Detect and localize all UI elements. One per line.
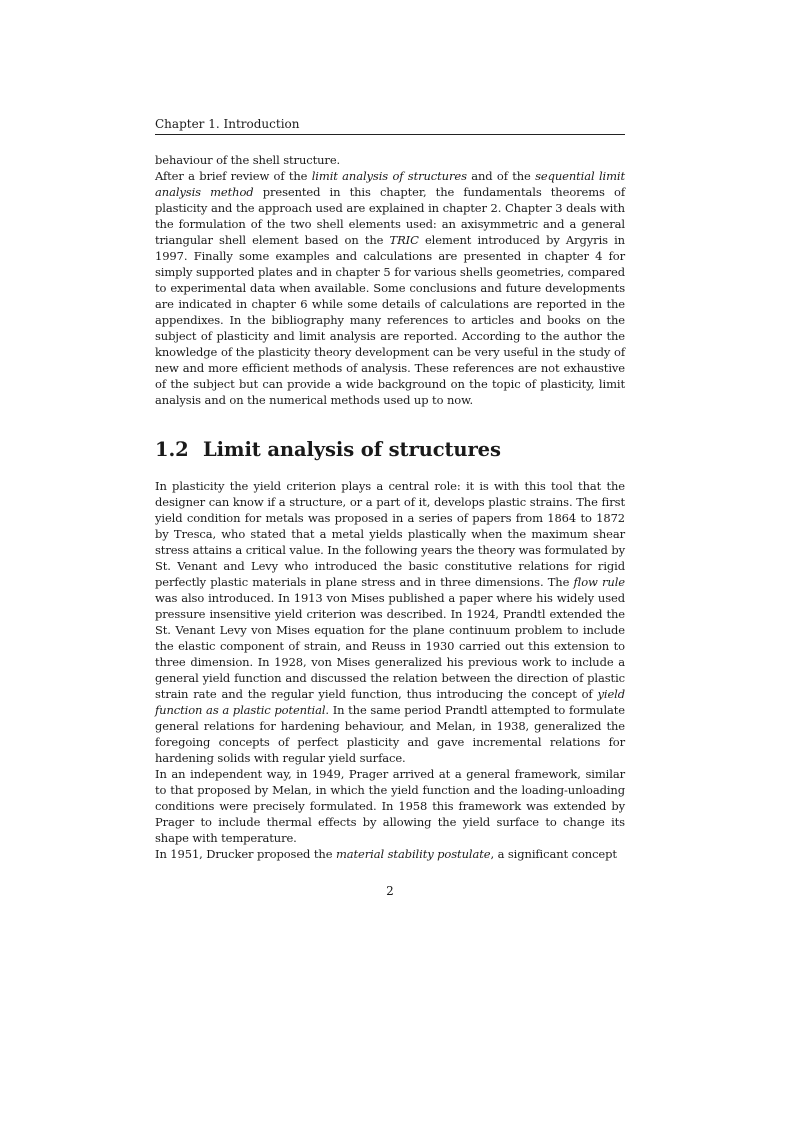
paragraph (155, 478, 625, 766)
text-run: was also introduced. In 1913 von Mises published a paper where his widely used pressure insensitive yield criterion was described. In 1924, Prandtl extended the St. Venant Levy von Mises equation for the plane continuum problem to include the elastic component of strain, and Reuss in 1930 carried out this extension to three dimension. In 1928, von Mises generalized his previous work to include a general yield function and discussed the relation between the direction of plastic strain rate and the regular yield function, thus introducing the concept of (155, 591, 625, 701)
text-run: behaviour of the shell structure. (155, 153, 341, 167)
running-header-title: Chapter 1. Introduction (155, 117, 300, 131)
section-paragraphs (155, 478, 625, 862)
section-title-text: Limit analysis of structures (203, 438, 501, 461)
text-run: element introduced by Argyris in 1997. Finally some examples and calculations are presented in chapter 4 for simply supported plates and in chapter 5 for various shells geometries, compared to experimental data when available. Some conclusions and future developments are indicated in chapter 6 while some details of calculations are reported in the appendixes. In the bibliography many references to articles and books on the subject of plasticity and limit analysis are reported. According to the author the knowledge of the plasticity theory development can be very useful in the study of new and more efficient methods of analysis. These references are not exhaustive of the subject but can provide a wide background on the topic of plasticity, limit analysis and on the numerical methods used up to now. (155, 233, 625, 407)
page-number (155, 884, 625, 898)
page-body (155, 152, 625, 862)
text-run: In plasticity the yield criterion plays a central role: it is with this tool that the designer can know if a structure, or a part of it, develops plastic strains. The first yield condition for metals was proposed in a series of papers from 1864 to 1872 by Tresca, who stated that a metal yields plastically when the maximum shear stress attains a critical value. In the following years the theory was formulated by St. Venant and Levy who introduced the basic constitutive relations for rigid perfectly plastic materials in plane stress and in three dimensions. The (155, 479, 625, 589)
text-run: After a brief review of the (155, 169, 312, 183)
section-heading (155, 438, 625, 462)
paragraph (155, 152, 625, 168)
text-run: In an independent way, in 1949, Prager arrived at a general framework, similar to that proposed by Melan, in which the yield function and the loading-unloading conditions were precisely formulated. In 1958 this framework was extended by Prager to include thermal effects by allowing the yield surface to change its shape with temperature. (155, 767, 625, 845)
paragraph (155, 168, 625, 408)
emphasized-text: yield function as a plastic potential (155, 687, 625, 717)
page-number-text: 2 (386, 884, 394, 898)
emphasized-text: TRIC (389, 233, 419, 247)
intro-paragraphs (155, 152, 625, 408)
emphasized-text: material stability postulate (335, 847, 491, 861)
text-run: and of the (466, 169, 536, 183)
paragraph (155, 766, 625, 846)
emphasized-text: limit analysis of structures (311, 169, 467, 183)
text-run: presented in this chapter, the fundamentals theorems of plasticity and the approach used are explained in chapter 2. Chapter 3 deals with the formulation of the two shell elements used: an axisymmetric and a general triangular shell element based on the (155, 185, 625, 247)
emphasized-text: flow rule (573, 575, 625, 589)
paragraph (155, 846, 625, 862)
text-run: In 1951, Drucker proposed the (155, 847, 336, 861)
text-run: . In the same period Prandtl attempted to formulate general relations for hardening behaviour, and Melan, in 1938, generalized the foregoing concepts of perfect plasticity and gave incremental relations for hardening solids with regular yield surface. (155, 703, 626, 765)
emphasized-text: sequential limit analysis method (155, 169, 625, 199)
running-header (155, 116, 625, 135)
text-run: , a significant concept (490, 847, 617, 861)
section-number: 1.2 (155, 438, 189, 461)
